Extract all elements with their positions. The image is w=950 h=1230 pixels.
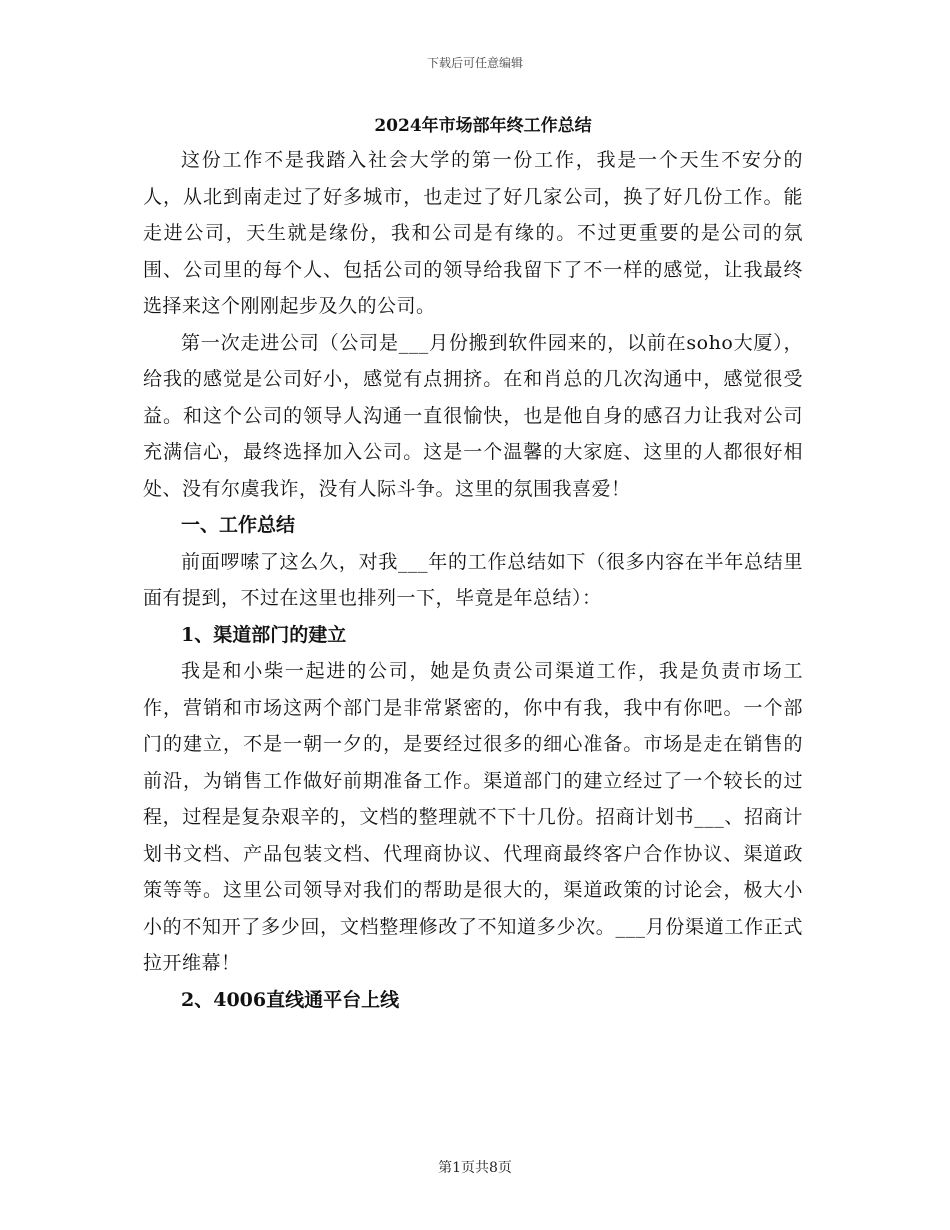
section-paragraph-work-summary: 前面啰嗦了这么久，对我___年的工作总结如下（很多内容在半年总结里面有提到，不过在这里也排列一下，毕竟是年总结）： — [143, 550, 803, 609]
subsection-heading-4006-platform: 2、4006直线通平台上线 — [181, 988, 400, 1011]
page-footer-number: 第1页共8页 — [438, 1160, 512, 1176]
intro-paragraph: 这份工作不是我踏入社会大学的第一份工作，我是一个天生不安分的人，从北到南走过了好多城市，也走过了好几家公司，换了好几份工作。能走进公司，天生就是缘份，我和公司是有缘的。不过更重要的是公司的氛围、公司里的每个人、包括公司的领导给我留下了不一样的感觉，让我最终选择来这个刚刚起步及久的公司。 — [143, 149, 803, 317]
document-title: 2024年市场部年终工作总结 — [374, 116, 592, 136]
subsection-heading-channel-department: 1、渠道部门的建立 — [181, 623, 347, 646]
subsection-paragraph-channel-department: 我是和小柴一起进的公司，她是负责公司渠道工作，我是负责市场工作，营销和市场这两个部门是非常紧密的，你中有我，我中有你吧。一个部门的建立，不是一朝一夕的，是要经过很多的细心准备。市场是走在销售的前沿，为销售工作做好前期准备工作。渠道部门的建立经过了一个较长的过程，过程是复杂艰辛的，文档的整理就不下十几份。招商计划书___、招商计划书文档、产品包装文档、代理商协议、代理商最终客户合作协议、渠道政策等等。这里公司领导对我们的帮助是很大的，渠道政策的讨论会，极大小小的不知开了多少回，文档整理修改了不知道多少次。___月份渠道工作正式拉开维幕！ — [143, 660, 803, 974]
document-body — [143, 110, 803, 1018]
first-visit-paragraph: 第一次走进公司（公司是___月份搬到软件园来的，以前在soho大厦），给我的感觉是公司好小，感觉有点拥挤。在和肖总的几次沟通中，感觉很受益。和这个公司的领导人沟通一直很愉快，也是他自身的感召力让我对公司充满信心，最终选择加入公司。这是一个温馨的大家庭、这里的人都很好相处、没有尔虞我诈，没有人际斗争。这里的氛围我喜爱！ — [143, 331, 803, 500]
page-header-note: 下载后可任意编辑 — [426, 56, 523, 70]
section-heading-work-summary: 一、工作总结 — [181, 514, 296, 536]
